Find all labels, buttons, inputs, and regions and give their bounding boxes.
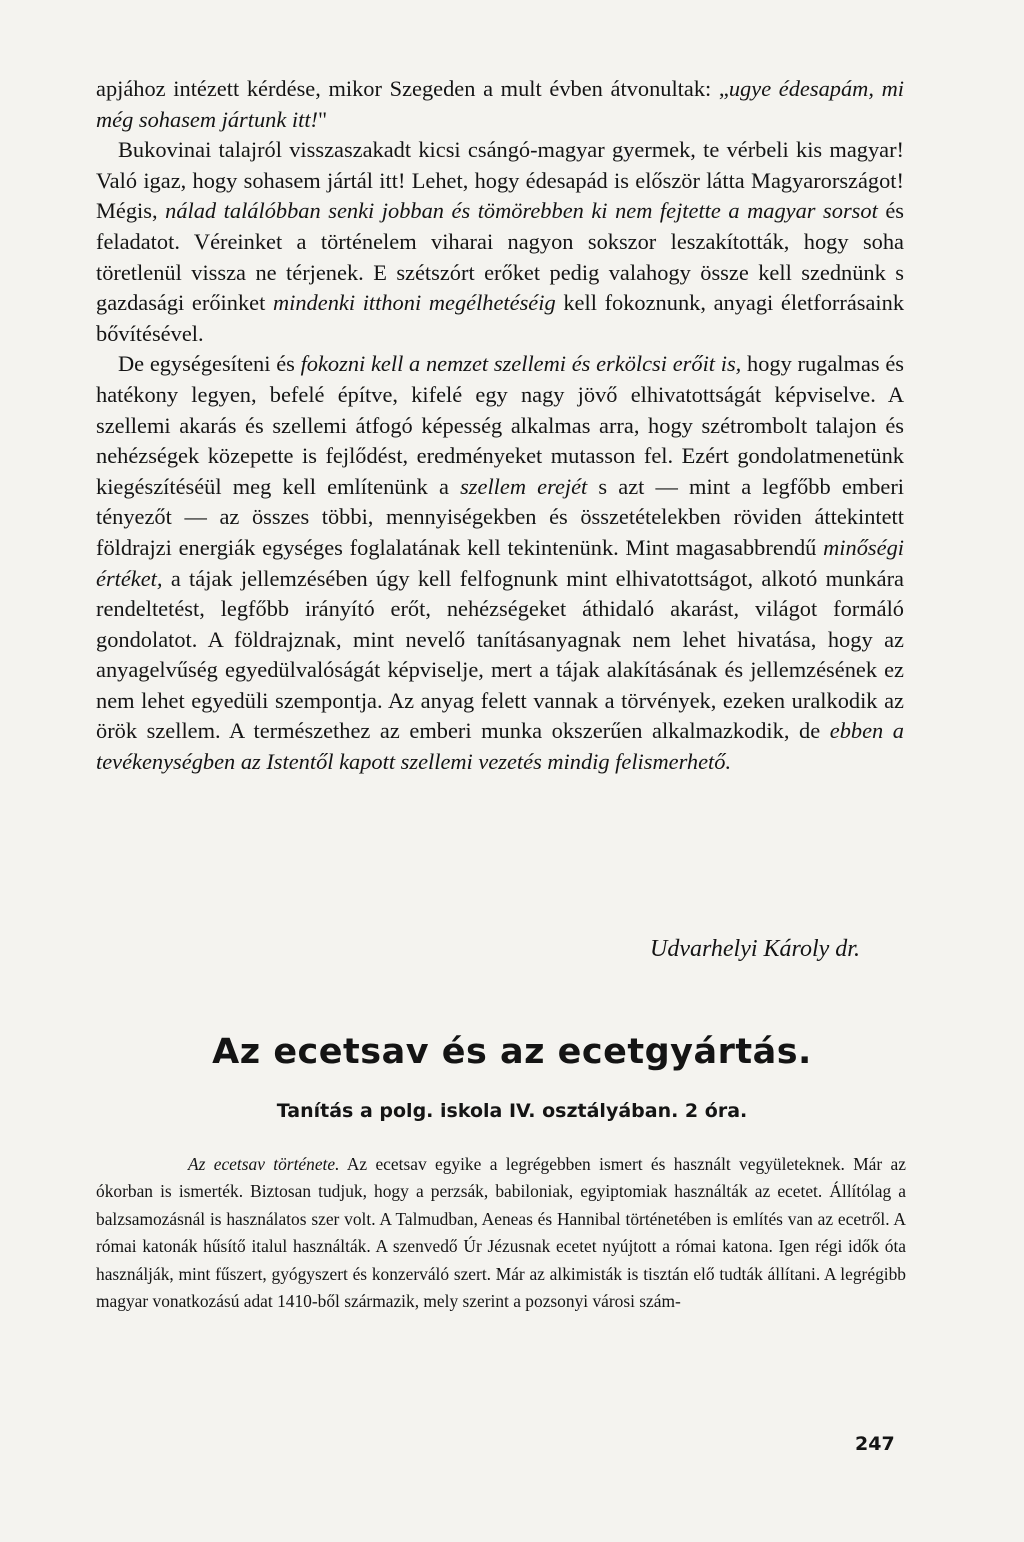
- article-body: [96, 1151, 906, 1315]
- text-span: s azt — mint a legfőbb emberi tényezőt — az összes többi, mennyiségekben és összetételekben röviden áttekintett földrajzi energiák egységes foglalatának kell tekintenünk. Mint magasabbrendű: [96, 473, 905, 560]
- italic-span: nálad találóbban senki jobban és tömörebben ki nem fejtette a magyar sorsot: [165, 198, 878, 224]
- text-span: kell fokoznunk, anyagi életforrásaink bővítésével.: [96, 290, 905, 346]
- italic-span: ugye édesapám, mi még sohasem jártunk itt!: [96, 76, 904, 132]
- text-span: De egységesíteni és: [118, 351, 301, 377]
- text-span: Bukovinai talajról visszaszakadt kicsi csángó-magyar gyermek, te vérbeli kis magyar! Való igaz, hogy sohasem jártál itt! Lehet, hogy édesapád is először látta Magyarországot! Mégis,: [96, 137, 904, 224]
- author-signature: Udvarhelyi Károly dr.: [650, 936, 860, 962]
- text-span: Az ecetsav egyike a legrégebben ismert és használt vegyületeknek. Már az ókorban is ismerték. Biztosan tudjuk, hogy a perzsák, babiloniak, egyiptomiak használták az ecetet. Állítólag a balzsamozásnál is használatos szer volt. A Talmudban, Aeneas és Hannibal történetében is említés van az ecetről. A római katonák hűsítő italul használták. A szenvedő Úr Jézusnak ecetet nyújtott a római katona. Igen régi idők óta használják, mint fűszert, gyógyszert és konzerváló szert. Már az alkimisták is tisztán elő tudták állítani. A legrégibb magyar vonatkozású adat 1410-ből származik, mely szerint a pozsonyi városi szám-: [96, 1154, 906, 1312]
- page-number: 247: [855, 1433, 895, 1455]
- italic-span: fokozni kell a nemzet szellemi és erkölcsi erőit is,: [300, 351, 742, 377]
- italic-span: ebben a tevékenységben az Istentől kapott szellemi vezetés mindig felismerhető.: [96, 718, 904, 775]
- article-paragraph: [96, 1151, 906, 1315]
- paragraph-1: [96, 74, 904, 135]
- italic-span: minőségi értéket,: [96, 534, 904, 591]
- article-subtitle: Tanítás a polg. iskola IV. osztályában. 2 óra.: [276, 1100, 748, 1122]
- text-span: ": [318, 106, 328, 132]
- paragraph-3: [96, 349, 904, 777]
- italic-lead: Az ecetsav története.: [188, 1154, 340, 1174]
- italic-span: mindenki itthoni megélhetéséig: [272, 290, 556, 316]
- text-span: a tájak jellemzésében úgy kell felfognunk mint elhivatottságot, alkotó munkára rendeltetést, legfőbb irányító erőt, nehézségeket áthidaló akarást, világot formáló gondolatot. A földrajznak, mint nevelő tanításanyagnak nem lehet hivatása, hogy az anyagelvűség egyedülvalóságát képviselje, mert a tájak alakításának és jellemzésének ez nem lehet egyedüli szempontja. Az anyag felett vannak a törvények, ezeken uralkodik az örök szellem. A természethez az emberi munka okszerűen alkalmazkodik, de: [96, 565, 904, 744]
- essay-body: [96, 74, 904, 778]
- text-span: és feladatot. Véreinket a történelem viharai nagyon sokszor leszakították, hogy soha töretlenül vissza ne térjenek. E szétszórt erőket pedig valahogy össze kell szednünk s gazdasági erőinket: [96, 198, 905, 316]
- text-span: apjához intézett kérdése, mikor Szegeden a mult évben átvonultak: „: [96, 76, 729, 101]
- paragraph-2: [96, 135, 904, 349]
- text-span: hogy rugalmas és hatékony legyen, befelé építve, kifelé egy nagy jövő elhivatottságát képviselve. A szellemi akarás és szellemi átfogó képesség alkalmas arra, hogy szétrombolt talajon és nehézségek közepette is fejlődést, eredményeket mutasson fel. Ezért gondolatmenetünk kiegészítéséül meg kell említenünk a: [96, 351, 904, 499]
- article-title: Az ecetsav és az ecetgyártás.: [212, 1032, 812, 1072]
- italic-span: szellem erejét: [460, 473, 588, 499]
